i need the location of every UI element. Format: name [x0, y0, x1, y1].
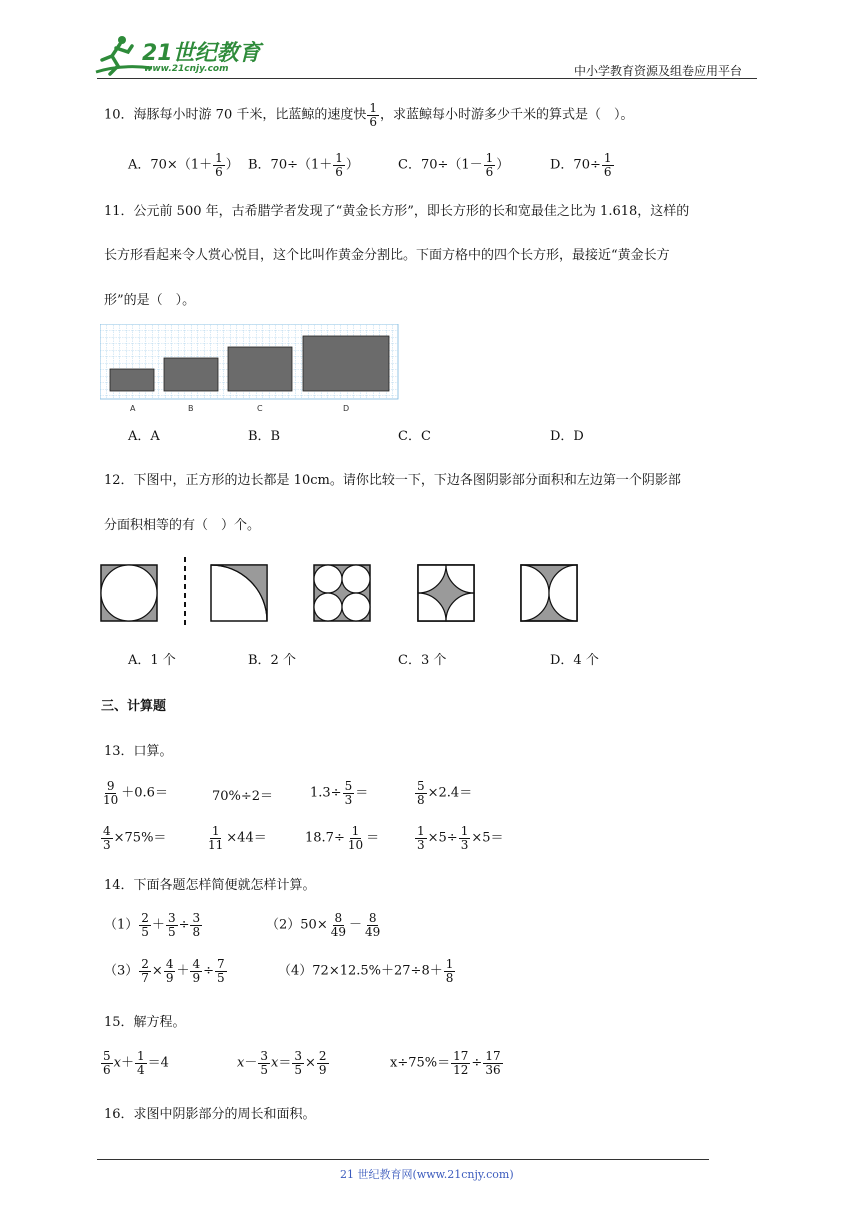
q12-line2: 分面积相等的有（ ）个。 [104, 518, 261, 533]
q10-stem: 10．海豚每小时游 70 千米，比蓝鲸的速度快 $\frac{1}{6}$ ，求蓝鲸每小时游多少千米的算式是（ ）。 [104, 101, 634, 129]
grid-label-a: A [130, 404, 136, 413]
q10-option-b[interactable]: B．70÷（1＋ $\frac{1}{6}$ ） [248, 151, 359, 179]
logo-url: www.21cnjy.com [144, 64, 229, 74]
q11-line3: 形”的是（ ）。 [104, 293, 196, 308]
q11-option-b[interactable]: B．B [248, 429, 281, 444]
q11-line2: 长方形看起来令人赏心悦目，这个比叫作黄金分割比。下面方格中的四个长方形，最接近“黄金长方 [104, 248, 670, 263]
q13-row1-b: 70%÷2＝ [212, 789, 274, 804]
header-logo [92, 34, 262, 80]
section-title: 三、计算题 [101, 699, 167, 714]
rect-b [164, 358, 218, 391]
rect-c [228, 347, 292, 391]
q15-eq-2: x－ $\frac{3}{5}$ x＝ $\frac{3}{5}$ × $\frac{2}{9}$ [237, 1049, 327, 1077]
square-fig-4 [418, 565, 474, 621]
q13-row2-c: 18.7÷ $\frac{1}{10}$ ＝ [305, 824, 380, 852]
q11-line1: 11．公元前 500 年，古希腊学者发现了“黄金长方形”，即长方形的长和宽最佳之比为 1.618，这样的 [104, 204, 690, 219]
footer-rule [97, 1159, 709, 1160]
q10-option-c[interactable]: C．70÷（1－ $\frac{1}{6}$ ） [398, 151, 510, 179]
square-fig-5 [521, 565, 577, 621]
header-right-text: 中小学教育资源及组卷应用平台 [574, 64, 743, 78]
q12-line1: 12．下图中，正方形的边长都是 10cm。请你比较一下，下边各图阴影部分面积和左边第一个阴影部 [104, 473, 681, 488]
q11-option-a[interactable]: A．A [128, 429, 160, 444]
q12-option-c[interactable]: C．3 个 [398, 653, 447, 668]
grid-label-d: D [343, 404, 350, 413]
q16-title: 16．求图中阴影部分的周长和面积。 [104, 1107, 316, 1122]
rect-d [303, 336, 389, 391]
q12-squares-figure [100, 556, 580, 630]
q10-option-d[interactable]: D．70÷ $\frac{1}{6}$ [550, 151, 612, 179]
q13-row2-d: $\frac{1}{3}$ ×5÷ $\frac{1}{3}$ ×5＝ [417, 824, 504, 852]
footer-link[interactable]: 21 世纪教育网(www.21cnjy.com) [340, 1168, 514, 1181]
q14-part-1: （1） $\frac{2}{5}$ ＋ $\frac{3}{5}$ ÷ $\frac{3}{8}$ [104, 911, 201, 939]
q13-row1-d: $\frac{5}{8}$ ×2.4＝ [417, 779, 473, 807]
q15-eq-3: x÷75%＝ $\frac{17}{12}$ ÷ $\frac{17}{36}$ [390, 1049, 501, 1077]
square-fig-1 [101, 565, 157, 621]
q12-option-b[interactable]: B．2 个 [248, 653, 296, 668]
q15-eq-1: $\frac{5}{6}$ x＋ $\frac{1}{4}$ ＝4 [103, 1049, 169, 1077]
grid-label-b: B [188, 404, 194, 413]
q12-option-a[interactable]: A．1 个 [128, 653, 176, 668]
q14-part-2: （2）50× $\frac{8}{49}$ － $\frac{8}{49}$ [266, 911, 381, 939]
q13-row1-c: 1.3÷ $\frac{5}{3}$ ＝ [310, 779, 369, 807]
q12-option-d[interactable]: D．4 个 [550, 653, 599, 668]
q11-grid-figure [100, 324, 400, 414]
q13-row2-b: $\frac{1}{11}$ ×44＝ [208, 824, 267, 852]
q11-option-c[interactable]: C．C [398, 429, 431, 444]
rect-a [110, 369, 154, 391]
q14-title: 14．下面各题怎样简便就怎样计算。 [104, 878, 316, 893]
grid-label-c: C [257, 404, 263, 413]
q13-title: 13．口算。 [104, 744, 173, 759]
q14-part-3: （3） $\frac{2}{7}$ × $\frac{4}{9}$ ＋ $\frac{4}{9}$ ÷ $\frac{7}{5}$ [104, 957, 225, 985]
square-fig-3 [314, 565, 370, 621]
square-fig-2 [211, 565, 267, 621]
q13-row2-a: $\frac{4}{3}$ ×75%＝ [103, 824, 167, 852]
q14-part-4: （4）72×12.5%＋27÷8＋ $\frac{1}{8}$ [278, 957, 454, 985]
header-rule [97, 78, 757, 79]
q15-title: 15．解方程。 [104, 1015, 186, 1030]
q10-option-a[interactable]: A．70×（1＋ $\frac{1}{6}$ ） [128, 151, 239, 179]
q13-row1-a: $\frac{9}{10}$ ＋0.6＝ [103, 779, 168, 807]
q11-option-d[interactable]: D．D [550, 429, 584, 444]
logo-text: 21世纪教育 [142, 41, 261, 66]
